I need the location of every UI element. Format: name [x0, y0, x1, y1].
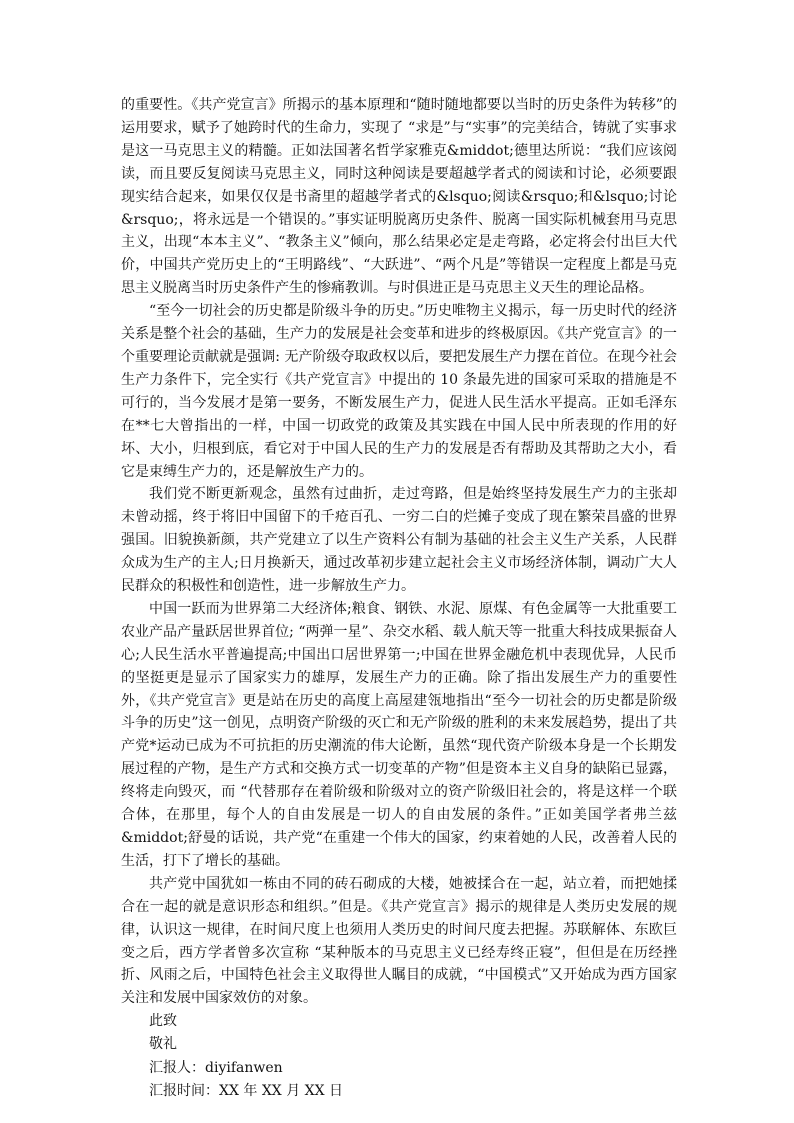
report-time-line: 汇报时间：XX 年 XX 月 XX 日 [149, 1082, 344, 1099]
paragraph-2: “至今一切社会的历史都是阶级斗争的历史。”历史唯物主义揭示，每一历史时代的经济关系是整个社会的基础，生产力的发展是社会变革和进步的终极原因。《共产党宣言》的一个重要理论贡献就是强调: 无产阶级夺取政权以后，要把发展生产力摆在首位。在现今社会生产力条件下，完全实行《共产党宣言》中提出的 10 条最先进的国家可采取的措施是不可行的，当今发展才是第一要务，不断发展生产力，促进人民生活水平提高。正如毛泽东在**七大曾指出的一样，中国一切政党的政策及其实践在中国人民中所表现的作用的好坏、大小，归根到底，看它对于中国人民的生产力的发展是否有帮助及其帮助之大小，看它是束缚生产力的，还是解放生产力的。 [121, 303, 677, 480]
document-page [121, 94, 677, 1103]
reporter-line: 汇报人：diyifanwen [149, 1059, 283, 1076]
paragraph-4: 中国一跃而为世界第二大经济体;粮食、钢铁、水泥、原煤、有色金属等一大批重要工农业产品产量跃居世界首位; “两弹一星”、杂交水稻、载人航天等一批重大科技成果振奋人心;人民生活水平普遍提高;中国出口居世界第一;中国在世界金融危机中表现优异，人民币的坚挺更是显示了国家实力的雄厚，发展生产力的正确。除了指出发展生产力的重要性外，《共产党宣言》更是站在历史的高度上高屋建瓴地指出“至今一切社会的历史都是阶级斗争的历史”这一创见，点明资产阶级的灭亡和无产阶级的胜利的未来发展趋势，提出了共产党*运动已成为不可抗拒的历史潮流的伟大论断，虽然“现代资产阶级本身是一个长期发展过程的产物，是生产方式和交换方式一切变革的产物”但是资本主义自身的缺陷已显露，终将走向毁灭，而 “代替那存在着阶级和阶级对立的资产阶级旧社会的，将是这样一个联合体，在那里，每个人的自由发展是一切人的自由发展的条件。”正如美国学者弗兰兹&middot;舒曼的话说，共产党“在重建一个伟大的国家，约束着她的人民，改善着人民的生活，打下了增长的基础。 [121, 600, 677, 869]
paragraph-5: 共产党中国犹如一栋由不同的砖石砌成的大楼，她被揉合在一起，站立着，而把她揉合在一起的就是意识形态和组织。”但是。《共产党宣言》揭示的规律是人类历史发展的规律，认识这一规律，在时间尺度上也须用人类历史的时间尺度去把握。苏联解体、东欧巨变之后，西方学者曾多次宣称 “某种版本的马克思主义已经寿终正寝”，但但是在历经挫折、风雨之后，中国特色社会主义取得世人瞩目的成就，“中国模式”又开始成为西方国家关注和发展中国家效仿的对象。 [121, 875, 677, 1007]
paragraph-3: 我们党不断更新观念，虽然有过曲折，走过弯路，但是始终坚持发展生产力的主张却未曾动摇，终于将旧中国留下的千疮百孔、一穷二白的烂摊子变成了现在繁荣昌盛的世界强国。旧貌换新颜，共产党建立了以生产资料公有制为基础的社会主义生产关系，人民群众成为生产的主人;日月换新天，通过改革初步建立起社会主义市场经济体制，调动广大人民群众的积极性和创造性，进一步解放生产力。 [121, 486, 677, 595]
paragraph-1: 的重要性。《共产党宣言》所揭示的基本原理和“随时随地都要以当时的历史条件为转移”的运用要求，赋予了她跨时代的生命力，实现了 “求是”与“实事”的完美结合，铸就了实事求是这一马克思主义的精髓。正如法国著名哲学家雅克&middot;德里达所说：“我们应该阅读，而且要反复阅读马克思主义，同时这种阅读是要超越学者式的阅读和讨论，必须要跟现实结合起来，如果仅仅是书斋里的超越学者式的&lsquo;阅读&rsquo;和&lsquo;讨论&rsquo;，将永远是一个错误的。”事实证明脱离历史条件、脱离一国实际机械套用马克思主义，出现“本本主义”、“教条主义”倾向，那么结果必定是走弯路，必定将会付出巨大代价，中国共产党历史上的“王明路线”、“大跃进”、“两个凡是”等错误一定程度上都是马克思主义脱离当时历史条件产生的惨痛教训。与时俱进正是马克思主义天生的理论品格。 [121, 97, 677, 297]
closing-regards: 敬礼 [149, 1036, 177, 1053]
closing-salutation: 此致 [149, 1013, 177, 1030]
